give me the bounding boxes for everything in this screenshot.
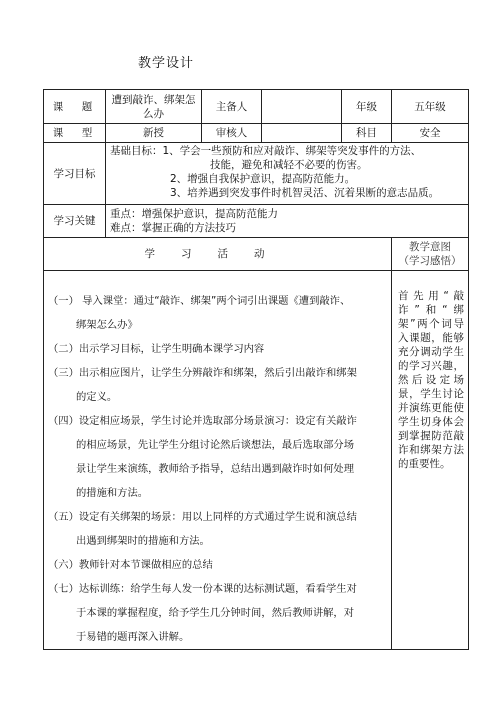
page-title: 教学设计 [138, 56, 195, 71]
intent-header [392, 238, 469, 271]
goal-line-1: 基础目标：1、学会一些预防和应对敲诈、绑架等突发事件的方法、 [110, 145, 422, 157]
step-number: （七） [48, 583, 79, 595]
key-focus: 重点：增强保护意识，提高防范能力 [110, 208, 278, 220]
reviewer-label: 审核人 [202, 124, 262, 143]
preparer-label: 主备人 [202, 90, 262, 124]
activity-step [48, 409, 387, 505]
step-text-continued: 绑架怎么办》 [76, 319, 138, 331]
activity-step [48, 361, 387, 409]
grade-value: 五年级 [392, 90, 469, 124]
goal-line-3: 2、增强自我保护意识，提高防范能力。 [170, 173, 356, 185]
intent-text: 首先用“敲诈”和“绑架”两个词导入课题，能够充分调动学生的学习兴趣，然后设定场景，学生讨论并演练更能使学生切身体会到掌握防范敲诈和绑架方法的重要性。 [392, 271, 469, 650]
step-text-continued: 于本课的掌握程度，给予学生几分钟时间，然后教师讲解，对 [76, 607, 355, 619]
step-number: （三） [48, 367, 79, 379]
topic-value: 遭到敲诈、绑架怎么办 [106, 90, 202, 124]
key-row [44, 205, 469, 238]
step-text-continued: 出遇到绑架时的措施和方法。 [76, 535, 210, 547]
step-text-continued: 的措施和方法。 [76, 487, 149, 499]
intent-header-title: 教学意图 [409, 241, 451, 253]
step-text-continued: 的相应场景，先让学生分组讨论然后谈想法，最后选取部分场 [76, 439, 355, 451]
type-label: 课 型 [44, 124, 106, 143]
topic-label: 课 题 [44, 90, 106, 124]
step-text-continued: 的定义。 [76, 391, 118, 403]
activity-steps [44, 271, 392, 650]
step-text: 设定有关绑架的场景：用以上同样的方式通过学生说和演总结 [78, 511, 357, 523]
step-text-continued: 景让学生来演练，教师给予指导，总结出遇到敲诈时如何处理 [76, 463, 355, 475]
goals-content [106, 143, 469, 205]
steps-list [48, 289, 387, 649]
activity-step [48, 289, 387, 337]
goals-label: 学习目标 [44, 143, 106, 205]
type-value: 新授 [106, 124, 202, 143]
intent-header-subtitle: （学习感悟） [398, 255, 462, 267]
step-number: （二） [48, 343, 79, 355]
step-number: （四） [48, 415, 79, 427]
step-text: 出示相应图片，让学生分辨敲诈和绑架，然后引出敲诈和绑架 [78, 367, 357, 379]
goal-line-4: 3、培养遇到突发事件时机智灵活、沉着果断的意志品质。 [170, 187, 440, 199]
step-text: 教师针对本节课做相应的总结 [78, 559, 213, 571]
activity-step [48, 553, 387, 577]
step-text: 设定相应场景，学生讨论并选取部分场景演习：设定有关敲诈 [78, 415, 357, 427]
key-content [106, 205, 469, 238]
step-number: （一） [48, 295, 79, 307]
topic-row [44, 90, 469, 124]
reviewer-value [262, 124, 342, 143]
key-difficulty: 难点：掌握正确的方法技巧 [110, 222, 236, 234]
type-row [44, 124, 469, 143]
grade-label: 年级 [342, 90, 392, 124]
step-text: 导入课堂：通过“敲诈、绑架”两个词引出课题《遭到敲诈、 [78, 295, 351, 307]
activity-step [48, 577, 387, 649]
step-number: （五） [48, 511, 79, 523]
step-text: 出示学习目标，让学生明确本课学习内容 [78, 343, 265, 355]
activity-step [48, 337, 387, 361]
activity-header-row [44, 238, 469, 271]
step-text: 达标训练：给学生每人发一份本课的达标测试题，看看学生对 [78, 583, 357, 595]
activity-content-row [44, 271, 469, 650]
activity-step [48, 505, 387, 553]
activity-header: 学习活动 [44, 238, 392, 271]
goals-row [44, 143, 469, 205]
subject-value: 安全 [392, 124, 469, 143]
lesson-plan-table [43, 89, 469, 650]
subject-label: 科目 [342, 124, 392, 143]
step-text-continued: 于易错的题再深入讲解。 [76, 631, 190, 643]
goal-line-2: 技能，避免和减轻不必要的伤害。 [210, 159, 368, 171]
step-number: （六） [48, 559, 79, 571]
preparer-value [262, 90, 342, 124]
key-label: 学习关键 [44, 205, 106, 238]
